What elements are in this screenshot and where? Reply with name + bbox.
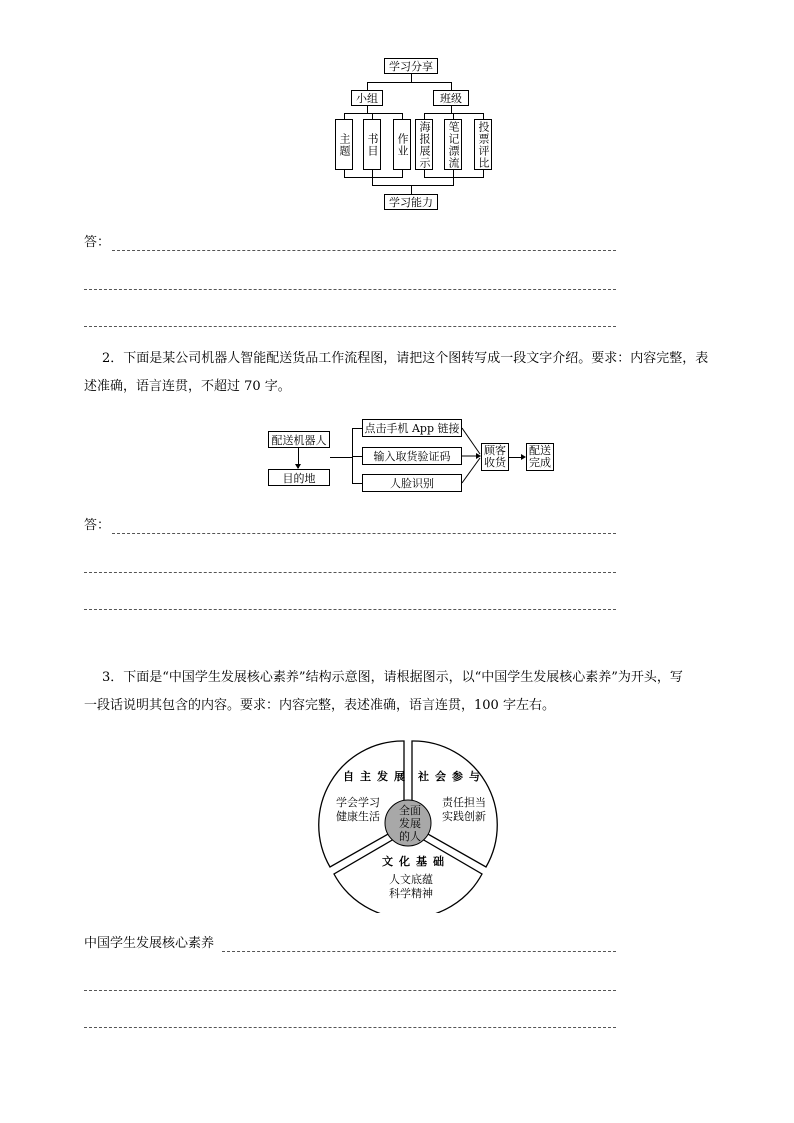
answer-line[interactable] (84, 990, 616, 991)
sector-item: 人文底蕴 (389, 873, 433, 886)
right-group-label: 班级 (440, 92, 462, 105)
connector (372, 170, 373, 177)
sector-item: 责任担当 (442, 796, 486, 809)
connector (411, 185, 412, 194)
answer-line[interactable] (84, 572, 616, 573)
connector (424, 170, 425, 177)
answer-line[interactable] (84, 1027, 616, 1028)
flow-customer-box (481, 443, 509, 471)
connector (367, 82, 451, 83)
diagram-item (444, 119, 462, 170)
answer-line[interactable] (84, 326, 616, 327)
question-3-prompt-line1: 3．下面是“中国学生发展核心素养”结构示意图，请根据图示，以“中国学生发展核心素养”为开头，写 (102, 670, 683, 685)
diagram-left-group (351, 90, 383, 106)
sector-title: 社会参与 (418, 770, 486, 783)
connector (344, 113, 403, 114)
flow-customer-label: 顾客收货 (484, 444, 506, 469)
connector (344, 177, 403, 178)
question-3-prompt-line2: 一段话说明其包含的内容。要求：内容完整，表述准确，语言连贯，100 字左右。 (84, 698, 555, 713)
item-label: 书目 (366, 132, 379, 157)
diagram-top-box (384, 58, 438, 74)
flow-robot-label: 配送机器人 (271, 433, 327, 447)
left-group-label: 小组 (356, 92, 378, 105)
answer-line[interactable] (222, 951, 616, 952)
sector-item: 健康生活 (336, 810, 380, 823)
item-label: 主题 (338, 132, 351, 157)
connector (483, 170, 484, 177)
connector (453, 177, 454, 185)
answer-line[interactable] (112, 533, 616, 534)
sector-item: 学会学习 (336, 796, 380, 809)
answer-line[interactable] (112, 250, 616, 251)
connector (344, 170, 345, 177)
connector (453, 170, 454, 177)
connector (451, 82, 452, 90)
connector (367, 82, 368, 90)
connector (411, 74, 412, 82)
connector (352, 428, 362, 429)
flow-option-label: 点击手机 App 链接 (364, 422, 460, 435)
connector (352, 456, 362, 457)
connector (367, 106, 368, 113)
diagram-bottom-label: 学习能力 (389, 196, 433, 209)
answer-line[interactable] (84, 609, 616, 610)
flow-robot-box (268, 431, 330, 448)
connector (330, 457, 340, 458)
flow-option-label: 人脸识别 (390, 477, 434, 490)
item-label: 海报展示 (418, 120, 431, 169)
center-label: 全面发展的人 (399, 804, 421, 843)
diagram-item (363, 119, 381, 170)
sector-title: 文化基础 (382, 855, 450, 868)
diagram-right-group (433, 90, 469, 106)
diagram-item (393, 119, 411, 170)
flow-option-box (362, 447, 462, 465)
sector-item: 科学精神 (389, 887, 433, 900)
diagram-bottom-box (384, 194, 438, 210)
flow-option-box (362, 474, 462, 492)
item-label: 笔记漂流 (447, 120, 460, 169)
item-label: 作业 (396, 132, 409, 157)
answer-line[interactable] (84, 289, 616, 290)
connector (352, 483, 362, 484)
flow-option-box (362, 419, 462, 437)
flow-destination-box (268, 469, 330, 486)
connector (424, 177, 484, 178)
answer-label: 答： (84, 235, 111, 250)
flow-destination-label: 目的地 (282, 471, 316, 485)
answer-lead: 中国学生发展核心素养 (84, 936, 215, 951)
connector (340, 457, 352, 458)
connector (451, 106, 452, 113)
flow-option-label: 输入取货验证码 (373, 450, 451, 463)
diagram-item (474, 119, 492, 170)
diagram-item (415, 119, 433, 170)
converge-arrows (462, 420, 482, 495)
question-2-prompt-line2: 述准确，语言连贯，不超过 70 字。 (84, 379, 291, 394)
connector (402, 170, 403, 177)
connector (372, 177, 373, 185)
question-2-prompt-line1: 2．下面是某公司机器人智能配送货品工作流程图，请把这个图转写成一段文字介绍。要求：内容完整，表 (102, 351, 709, 366)
flow-done-label: 配送完成 (529, 444, 551, 469)
answer-label: 答： (84, 518, 111, 533)
sector-title: 自主发展 (343, 770, 411, 783)
flow-done-box (526, 443, 554, 471)
sector-item: 实践创新 (442, 810, 486, 823)
connector (424, 113, 484, 114)
diagram-top-label: 学习分享 (389, 60, 433, 73)
diagram-item (335, 119, 353, 170)
item-label: 投票评比 (477, 120, 490, 169)
connector (372, 185, 454, 186)
